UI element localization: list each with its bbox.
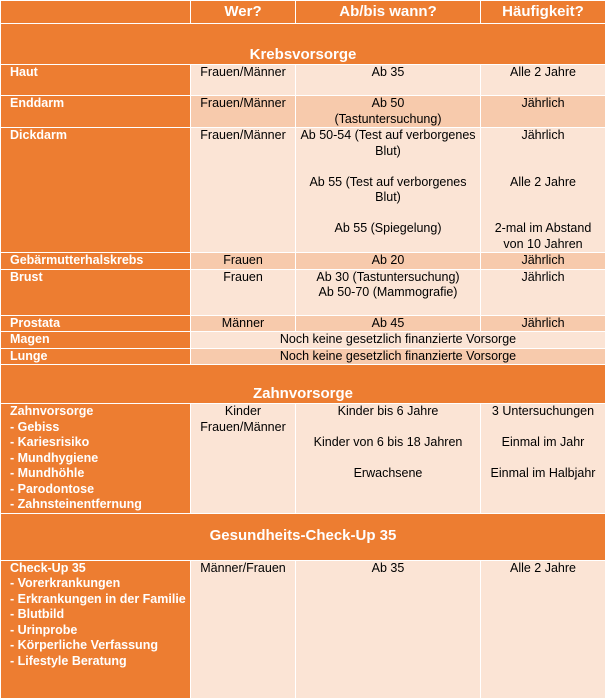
spacer [485, 206, 601, 222]
header-empty-cell [1, 1, 191, 24]
table-row-brust [1, 269, 605, 315]
cell-note-lunge: Noch keine gesetzlich finanzierte Vorsorge [191, 348, 605, 365]
table-row-checkup [1, 560, 605, 698]
row-label-prostata: Prostata [1, 315, 191, 332]
zahnvorsorge-item: - Parodontose [10, 482, 186, 498]
cell-wann-checkup: Ab 35 [296, 560, 481, 698]
table-row-zahnvorsorge [1, 404, 605, 514]
zahnvorsorge-item: - Mundhygiene [10, 451, 186, 467]
table-row-lunge [1, 348, 605, 365]
section-title-checkup: Gesundheits-Check-Up 35 [1, 513, 605, 560]
table-row-magen [1, 332, 605, 349]
row-label-enddarm: Enddarm [1, 96, 191, 128]
spacer [485, 451, 601, 467]
dickdarm-haeufigkeit-1: Jährlich [485, 128, 601, 144]
table-row-haut [1, 65, 605, 96]
spacer [300, 451, 476, 467]
header-wer: Wer? [191, 1, 296, 24]
section-zahnvorsorge [1, 365, 605, 404]
cell-haeufigkeit-dickdarm [481, 128, 605, 253]
zahnvorsorge-wer-1: Kinder [195, 404, 291, 420]
spacer [300, 206, 476, 222]
row-label-checkup [1, 560, 191, 698]
checkup-item: - Urinprobe [10, 623, 186, 639]
zahnvorsorge-haeufigkeit-3: Einmal im Halbjahr [485, 466, 601, 482]
table-row-dickdarm [1, 128, 605, 253]
section-krebsvorsorge [1, 24, 605, 65]
spacer [485, 420, 601, 436]
cell-haeufigkeit-haut: Alle 2 Jahre [481, 65, 605, 96]
checkup-item: - Vorerkrankungen [10, 576, 186, 592]
zahnvorsorge-item: - Zahnsteinentfernung [10, 497, 186, 513]
cell-wann-zahnvorsorge [296, 404, 481, 514]
table-row-prostata [1, 315, 605, 332]
zahnvorsorge-wann-1: Kinder bis 6 Jahre [300, 404, 476, 420]
checkup-item: - Körperliche Verfassung [10, 638, 186, 654]
zahnvorsorge-item: - Gebiss [10, 420, 186, 436]
cell-haeufigkeit-brust: Jährlich [481, 269, 605, 315]
table-header-row [1, 1, 605, 24]
cell-wer-gebaermutterhalskrebs: Frauen [191, 253, 296, 270]
dickdarm-wann-1: Ab 50-54 (Test auf verborgenes Blut) [300, 128, 476, 159]
dickdarm-haeufigkeit-2: Alle 2 Jahre [485, 175, 601, 191]
spacer [300, 420, 476, 436]
cell-wer-zahnvorsorge [191, 404, 296, 514]
zahnvorsorge-item: - Mundhöhle [10, 466, 186, 482]
row-label-magen: Magen [1, 332, 191, 349]
dickdarm-wann-2: Ab 55 (Test auf verborgenes Blut) [300, 175, 476, 206]
row-label-haut: Haut [1, 65, 191, 96]
spacer [485, 190, 601, 206]
checkup-item: - Lifestyle Beratung [10, 654, 186, 670]
cell-wann-gebaermutterhalskrebs: Ab 20 [296, 253, 481, 270]
cell-wer-checkup: Männer/Frauen [191, 560, 296, 698]
row-label-zahnvorsorge [1, 404, 191, 514]
checkup-item: - Blutbild [10, 607, 186, 623]
section-title-zahnvorsorge: Zahnvorsorge [1, 365, 605, 404]
cell-wann-prostata: Ab 45 [296, 315, 481, 332]
cell-haeufigkeit-zahnvorsorge [481, 404, 605, 514]
zahnvorsorge-haeufigkeit-2: Einmal im Jahr [485, 435, 601, 451]
cell-haeufigkeit-prostata: Jährlich [481, 315, 605, 332]
spacer [485, 144, 601, 160]
zahnvorsorge-label-title: Zahnvorsorge [10, 404, 186, 420]
zahnvorsorge-wann-3: Erwachsene [300, 466, 476, 482]
row-label-lunge: Lunge [1, 348, 191, 365]
spacer [485, 159, 601, 175]
cell-wer-enddarm: Frauen/Männer [191, 96, 296, 128]
row-label-brust: Brust [1, 269, 191, 315]
cell-note-magen: Noch keine gesetzlich finanzierte Vorsorge [191, 332, 605, 349]
cell-haeufigkeit-gebaermutterhalskrebs: Jährlich [481, 253, 605, 270]
spacer [300, 159, 476, 175]
row-label-dickdarm: Dickdarm [1, 128, 191, 253]
dickdarm-wann-3: Ab 55 (Spiegelung) [300, 221, 476, 237]
section-checkup [1, 513, 605, 560]
cell-wann-dickdarm [296, 128, 481, 253]
cell-wann-enddarm: Ab 50 (Tastuntersuchung) [296, 96, 481, 128]
zahnvorsorge-haeufigkeit-1: 3 Untersuchungen [485, 404, 601, 420]
row-label-gebaermutterhalskrebs: Gebärmutterhalskrebs [1, 253, 191, 270]
cell-wer-brust: Frauen [191, 269, 296, 315]
cell-wer-prostata: Männer [191, 315, 296, 332]
checkup-label-title: Check-Up 35 [10, 561, 186, 577]
cell-wann-brust: Ab 30 (Tastuntersuchung) Ab 50-70 (Mammografie) [296, 269, 481, 315]
cell-wer-dickdarm: Frauen/Männer [191, 128, 296, 253]
zahnvorsorge-item: - Kariesrisiko [10, 435, 186, 451]
zahnvorsorge-wann-2: Kinder von 6 bis 18 Jahren [300, 435, 476, 451]
checkup-item: - Erkrankungen in der Familie [10, 592, 186, 608]
cell-wer-haut: Frauen/Männer [191, 65, 296, 96]
cell-wann-haut: Ab 35 [296, 65, 481, 96]
dickdarm-haeufigkeit-3: 2-mal im Abstand von 10 Jahren [485, 221, 601, 252]
zahnvorsorge-wer-2: Frauen/Männer [195, 420, 291, 436]
table-row-gebaermutterhalskrebs [1, 253, 605, 270]
cell-haeufigkeit-enddarm: Jährlich [481, 96, 605, 128]
header-ab-bis-wann: Ab/bis wann? [296, 1, 481, 24]
table-row-enddarm [1, 96, 605, 128]
header-haeufigkeit: Häufigkeit? [481, 1, 605, 24]
section-title-krebsvorsorge: Krebsvorsorge [1, 24, 605, 65]
cell-haeufigkeit-checkup: Alle 2 Jahre [481, 560, 605, 698]
